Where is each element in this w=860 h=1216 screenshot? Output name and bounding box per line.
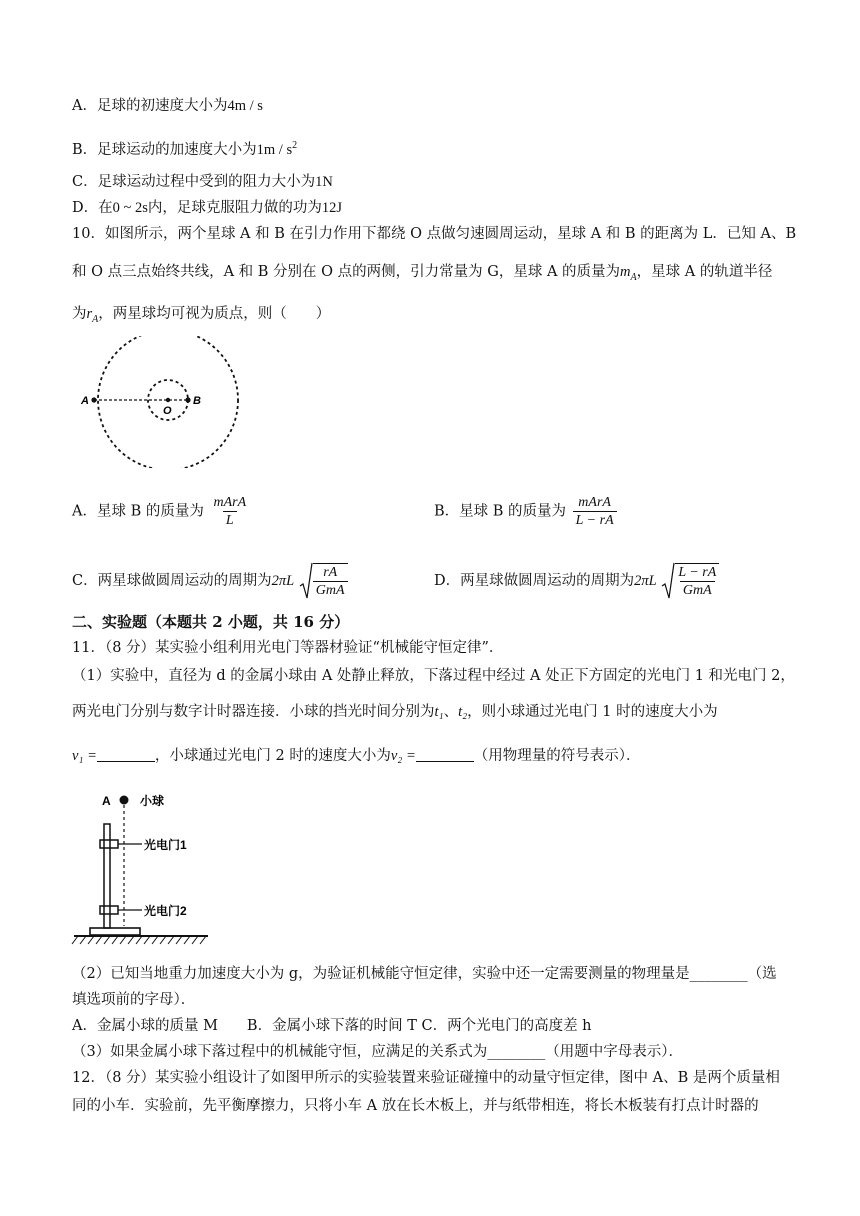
label-ball: 小球 <box>140 794 165 808</box>
q9-option-b-value: 1m / s <box>256 141 293 158</box>
photogate-apparatus-diagram <box>70 786 230 950</box>
q11-part2-options: A．金属小球的质量 M B．金属小球下落的时间 T C．两个光电门的高度差 h <box>72 1018 592 1034</box>
q11-part1-line3: v₁ = ，小球通过光电门 2 时的速度大小为v₂ = （用物理量的符号表示）． <box>72 748 641 764</box>
section-heading: 二、实验题（本题共 2 小题，共 16 分） <box>72 613 350 631</box>
label-a: A <box>81 395 89 407</box>
label-gate-2: 光电门2 <box>144 904 187 918</box>
photogate-2 <box>100 906 118 914</box>
q9-option-a-value: 4m / s <box>227 98 263 114</box>
q10-stem-line3: 为$r_A$，两星球均可视为质点，则（ ） <box>72 306 331 325</box>
q11-part1-line2: 两光电门分别与数字计时器连接．小球的挡光时间分别为t₁、t₂，则小球通过光电门 1 时的速度大小为 <box>72 704 718 720</box>
binary-star-diagram <box>72 336 262 468</box>
q10-option-b-fraction: $\frac{\text{mArA}}{L - rA}$ <box>573 494 617 529</box>
q10-option-a-fraction: $\frac{\text{mArA}}{L}$ <box>213 495 247 528</box>
q11-part1-line1: （1）实验中，直径为 d 的金属小球由 A 处静止释放，下落过程中经过 A 处正下方固定的光电门 1 和光电门 2， <box>72 668 795 684</box>
q9-option-a: A．足球的初速度大小为4m / s <box>72 98 263 114</box>
photogate-1 <box>100 840 118 848</box>
q10-option-d-sqrt: $\frac{L - rA}{\text{GmA}}$ <box>661 562 719 600</box>
stand-base <box>90 928 140 935</box>
q10-option-b: B．星球 B 的质量为 $\frac{\text{mArA}}{L - rA}$ <box>434 494 619 529</box>
label-gate-1: 光电门1 <box>144 838 187 852</box>
q9-option-d: D．在0 ~ 2s内，足球克服阻力做的功为12J <box>72 200 343 216</box>
q10-option-d: D．两星球做圆周运动的周期为2πL $\frac{L - rA}{\text{GmA}}$ <box>434 562 719 600</box>
q12-stem-line2: 同的小车．实验前，先平衡摩擦力，只将小车 A 放在长木板上，并与纸带相连，将长木板装有打点计时器的 <box>72 1098 759 1114</box>
q10-option-c-sqrt: $\frac{rA}{\text{GmA}}$ <box>299 562 348 600</box>
star-b-dot <box>185 397 190 402</box>
q9-option-c-value: 1N <box>315 174 333 190</box>
label-o: O <box>163 405 172 417</box>
q9-option-c: C．足球运动过程中受到的阻力大小为1N <box>72 174 333 190</box>
label-b: B <box>193 395 201 407</box>
q11-stem: 11．（8 分）某实验小组利用光电门等器材验证“机械能守恒定律”． <box>72 640 504 656</box>
q10-option-c: C．两星球做圆周运动的周期为2πL $\frac{rA}{\text{GmA}}$ <box>72 562 348 600</box>
q11-part2-line1: （2）已知当地重力加速度大小为 g，为验证机械能守恒定律，实验中还一定需要测量的物理量是________（选 <box>72 966 777 982</box>
q11-part3: （3）如果金属小球下落过程中的机械能守恒，应满足的关系式为________（用题中字母表示）． <box>72 1044 683 1060</box>
q11-part2-line2: 填选项前的字母）． <box>72 992 196 1008</box>
q10-stem-line2: 和 O 点三点始终共线，A 和 B 分别在 O 点的两侧，引力常量为 G，星球 A 的质量为$m_A$，星球 A 的轨道半径 <box>72 264 773 283</box>
ball-icon <box>120 796 129 805</box>
q10-stem-line1: 10．如图所示，两个星球 A 和 B 在引力作用下都绕 O 点做匀速圆周运动，星球 A 和 B 的距离为 L．已知 A、B <box>72 226 797 242</box>
label-a: A <box>102 794 111 808</box>
q12-stem-line1: 12．（8 分）某实验小组设计了如图甲所示的实验装置来验证碰撞中的动量守恒定律，图中 A、B 是两个质量相 <box>72 1070 780 1086</box>
q9-option-b: B．足球运动的加速度大小为$1m / s^2$ <box>72 140 298 158</box>
star-a-dot <box>91 397 96 402</box>
answer-blank-v2[interactable] <box>416 747 474 762</box>
answer-blank-v1[interactable] <box>97 747 155 762</box>
center-o-dot <box>166 398 170 402</box>
q10-option-a: A．星球 B 的质量为 $\frac{\text{mArA}}{L}$ <box>72 494 251 529</box>
